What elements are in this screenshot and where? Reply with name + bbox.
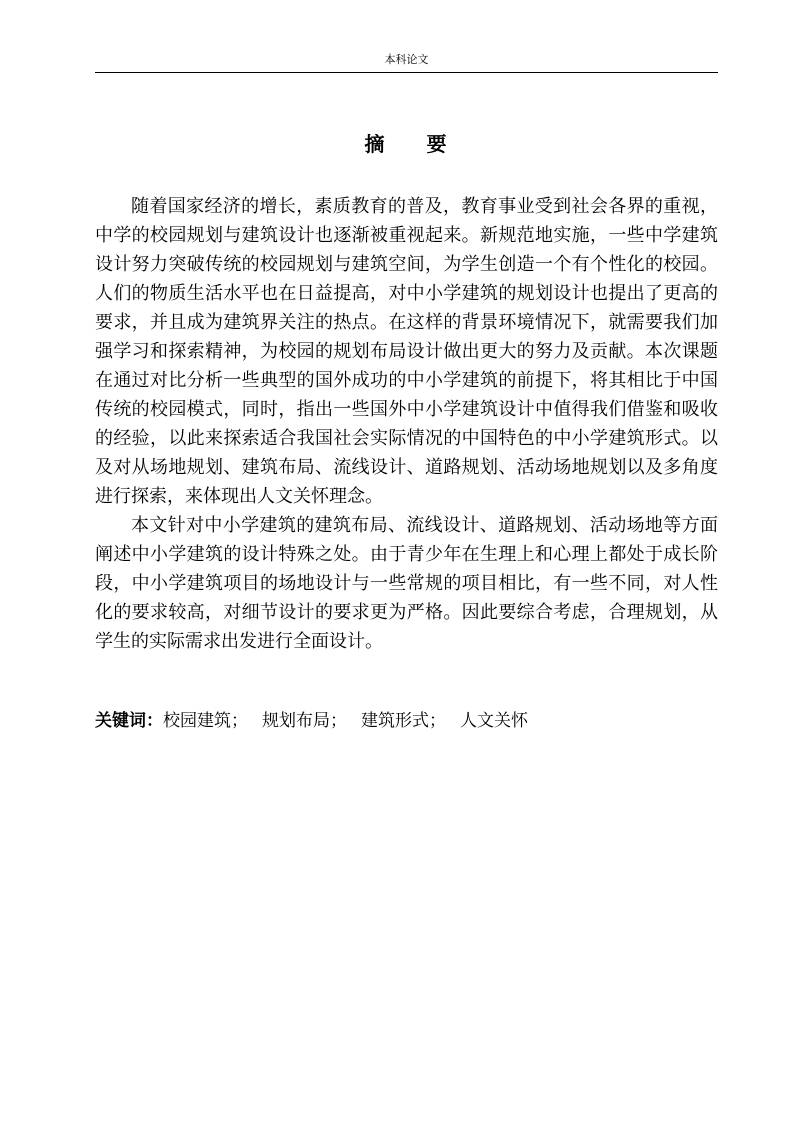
page-title [95, 129, 718, 159]
header-rule [95, 72, 718, 73]
title-char-1: 摘 [364, 132, 387, 156]
page-header: 本科论文 [384, 53, 429, 66]
abstract-paragraph-1: 随着国家经济的增长，素质教育的普及，教育事业受到社会各界的重视，中学的校园规划与建筑设计也逐渐被重视起来。新规范地实施，一些中学建筑设计努力突破传统的校园规划与建筑空间，为学生创造一个有个性化的校园。人们的物质生活水平也在日益提高，对中小学建筑的规划设计也提出了更高的要求，并且成为建筑界关注的热点。在这样的背景环境情况下，就需要我们加强学习和探索精神，为校园的规划布局设计做出更大的努力及贡献。本次课题在通过对比分析一些典型的国外成功的中小学建筑的前提下，将其相比于中国传统的校园模式，同时，指出一些国外中小学建筑设计中值得我们借鉴和吸收的经验，以此来探索适合我国社会实际情况的中国特色的中小学建筑形式。以及对从场地规划、建筑布局、流线设计、道路规划、活动场地规划以及多角度进行探索，来体现出人文关怀理念。 [95, 196, 718, 507]
keywords-line [95, 707, 718, 735]
keyword-4: 人文关怀 [460, 711, 528, 731]
keyword-2: 规划布局； [262, 711, 347, 731]
title-char-2: 要 [426, 132, 449, 156]
keyword-3: 建筑形式； [361, 711, 446, 731]
keywords-label: 关键词： [95, 711, 163, 731]
keyword-1: 校园建筑； [163, 711, 248, 731]
abstract-body [95, 192, 718, 656]
abstract-paragraph-2: 本文针对中小学建筑的建筑布局、流线设计、道路规划、活动场地等方面阐述中小学建筑的设计特殊之处。由于青少年在生理上和心理上都处于成长阶段，中小学建筑项目的场地设计与一些常规的项目相比，有一些不同，对人性化的要求较高，对细节设计的要求更为严格。因此要综合考虑，合理规划，从学生的实际需求出发进行全面设计。 [95, 515, 718, 652]
